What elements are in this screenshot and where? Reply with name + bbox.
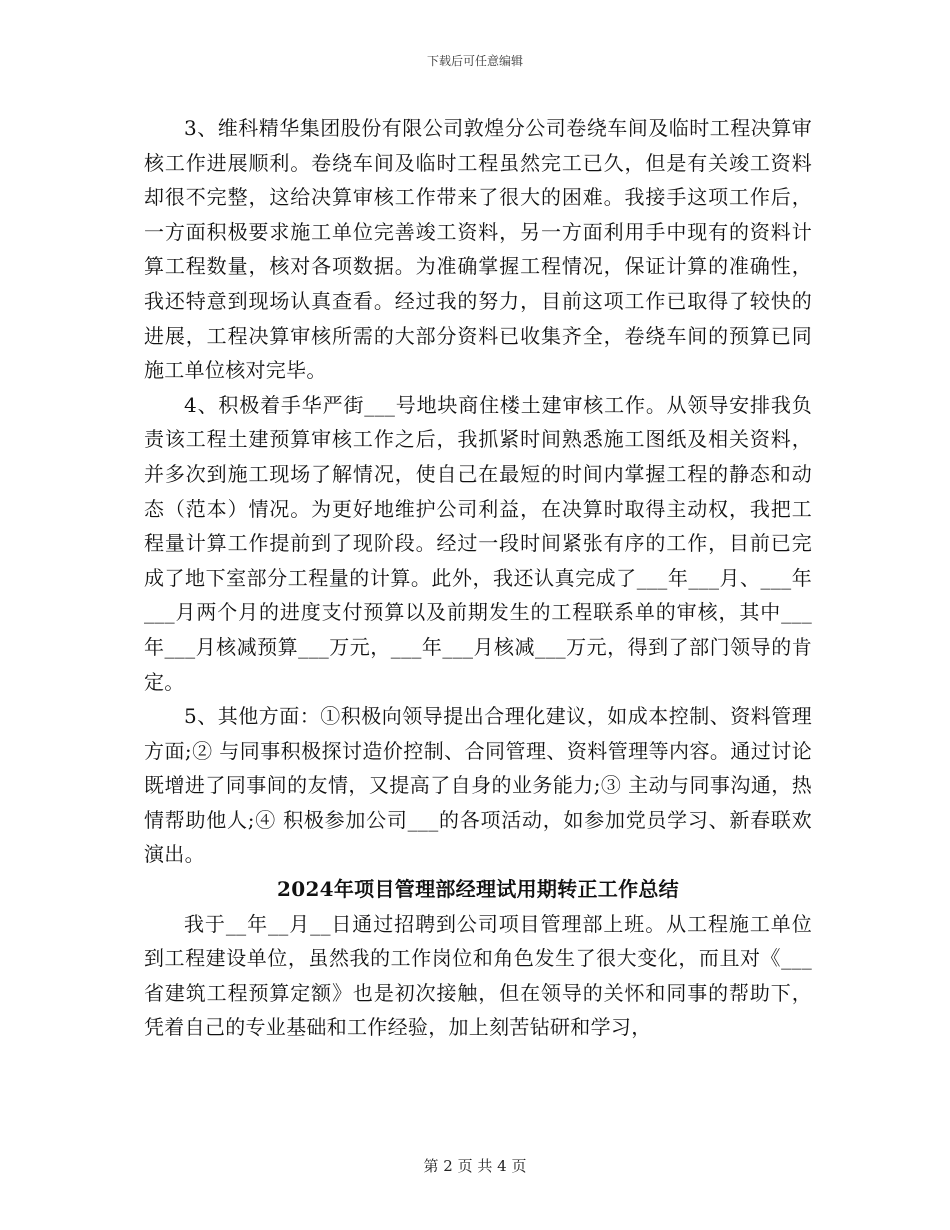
page-header-note: 下载后可任意编辑 <box>426 54 523 68</box>
paragraph-item-4: 4、积极着手华严街___号地块商住楼土建审核工作。从领导安排我负责该工程土建预算审核工作之后，我抓紧时间熟悉施工图纸及相关资料，并多次到施工现场了解情况，使自己在最短的时间内掌握工程的静态和动态（范本）情况。为更好地维护公司利益，在决算时取得主动权，我把工程量计算工作提前到了现阶段。经过一段时间紧张有序的工作，目前已完成了地下室部分工程量的计算。此外，我还认真完成了___年___月、___年___月两个月的进度支付预算以及前期发生的工程联系单的审核，其中___年___月核减预算___万元，___年___月核减___万元，得到了部门领导的肯定。 <box>144 392 812 694</box>
section-title: 2024年项目管理部经理试用期转正工作总结 <box>277 877 679 902</box>
paragraph-item-3: 3、维科精华集团股份有限公司敦煌分公司卷绕车间及临时工程决算审核工作进展顺利。卷绕车间及临时工程虽然完工已久，但是有关竣工资料却很不完整，这给决算审核工作带来了很大的困难。我接手这项工作后，一方面积极要求施工单位完善竣工资料，另一方面利用手中现有的资料计算工程数量，核对各项数据。为准确掌握工程情况，保证计算的准确性，我还特意到现场认真查看。经过我的努力，目前这项工作已取得了较快的进展，工程决算审核所需的大部分资料已收集齐全，卷绕车间的预算已同施工单位核对完毕。 <box>144 116 812 383</box>
page-number: 第 2 页 共 4 页 <box>423 1157 527 1175</box>
section-intro-paragraph: 我于__年__月__日通过招聘到公司项目管理部上班。从工程施工单位到工程建设单位，虽然我的工作岗位和角色发生了很大变化，而且对《___省建筑工程预算定额》也是初次接触，但在领导的关怀和同事的帮助下，凭着自己的专业基础和工作经验，加上刻苦钻研和学习， <box>144 911 812 1040</box>
paragraph-item-5: 5、其他方面：①积极向领导提出合理化建议，如成本控制、资料管理方面;② 与同事积极探讨造价控制、合同管理、资料管理等内容。通过讨论既增进了同事间的友情，又提高了自身的业务能力;③ 主动与同事沟通，热情帮助他人;④ 积极参加公司___的各项活动，如参加党员学习、新春联欢演出。 <box>144 704 812 867</box>
document-body <box>144 111 812 1131</box>
